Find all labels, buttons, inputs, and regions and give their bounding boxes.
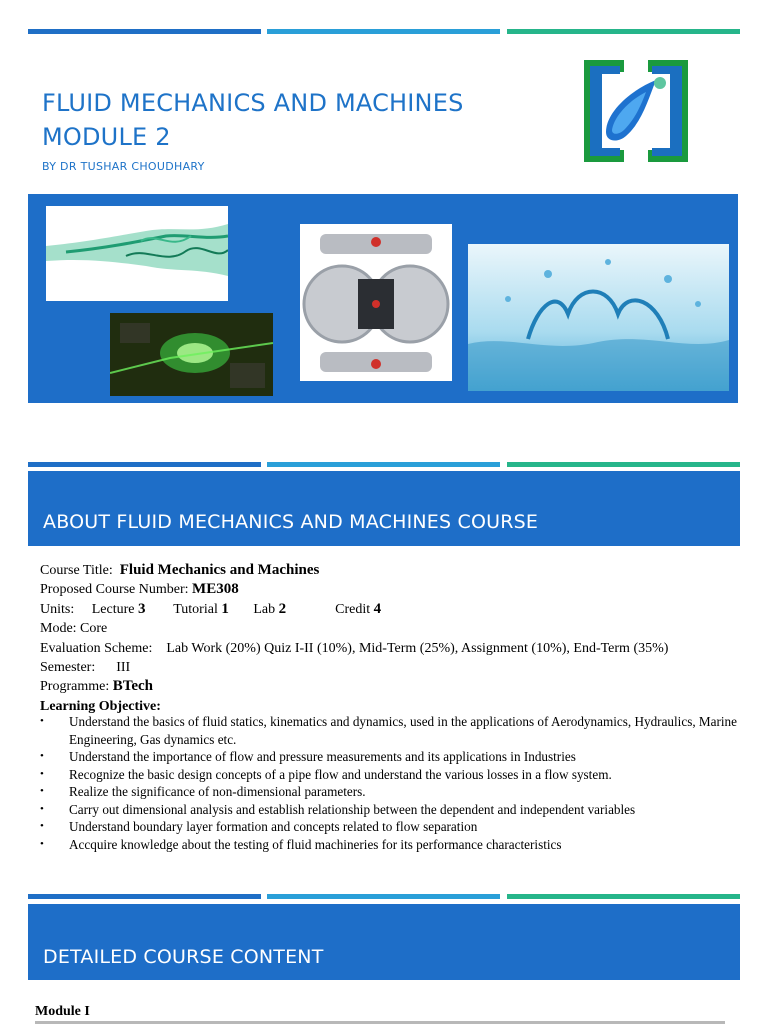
slide-title: [42, 86, 464, 154]
programme: BTech: [112, 678, 154, 695]
list-item: • Realize the significance of non-dimensional parameters.: [40, 783, 764, 801]
stripe-light-blue: [267, 29, 500, 34]
course-title: Fluid Mechanics and Machines: [119, 562, 320, 578]
title-line-2: MODULE 2: [42, 123, 171, 151]
stripe-green: [507, 894, 740, 899]
stripe-green: [507, 29, 740, 34]
list-item: • Understand boundary layer formation and concepts related to flow separation: [40, 818, 764, 836]
content-heading: DETAILED COURSE CONTENT: [43, 946, 324, 968]
author-byline: BY DR TUSHAR CHOUDHARY: [42, 160, 205, 173]
stripe-blue: [28, 462, 261, 467]
semester-row: Semester: III: [40, 660, 131, 676]
course-info: [40, 561, 764, 716]
lecture-units: 3: [137, 600, 146, 617]
content-heading-bar: [28, 904, 740, 980]
list-item: • Carry out dimensional analysis and establish relationship between the dependent and independent variables: [40, 801, 764, 819]
stripe-green: [507, 462, 740, 467]
stripe-blue: [28, 29, 261, 34]
smoke-flow-image: [46, 206, 228, 301]
module-heading: Module I: [35, 1004, 90, 1019]
diaphragm-pump-image: [300, 224, 452, 381]
credit-units: 4: [373, 600, 382, 617]
stripe-blue: [28, 894, 261, 899]
image-banner: [28, 194, 738, 403]
units-row: Units: Lecture 3 Tutorial 1 Lab 2 Credit 4: [40, 600, 382, 617]
objectives-list: [40, 713, 764, 853]
title-line-1: FLUID MECHANICS AND MACHINES: [42, 89, 464, 117]
water-splash-image: [468, 244, 729, 391]
list-item: • Accquire knowledge about the testing of fluid machineries for its performance characteristics: [40, 836, 764, 854]
laser-flow-image: [110, 313, 273, 396]
course-heading: ABOUT FLUID MECHANICS AND MACHINES COURSE: [43, 511, 539, 533]
list-item: • Understand the basics of fluid statics, kinematics and dynamics, used in the applications of Aerodynamics, Hydraulics, Marine Engineering, Gas dynamics etc.: [40, 713, 764, 748]
stripe-light-blue: [267, 462, 500, 467]
stripe-light-blue: [267, 894, 500, 899]
institute-logo: [576, 52, 696, 170]
lab-units: 2: [278, 600, 287, 617]
course-title-row: Course Title: Fluid Mechanics and Machines: [40, 562, 320, 578]
course-number-row: Proposed Course Number: ME308: [40, 581, 239, 598]
evaluation-row: Evaluation Scheme: Lab Work (20%) Quiz I-II (10%), Mid-Term (25%), Assignment (10%), End-Term (35%): [40, 640, 669, 656]
programme-row: Programme: BTech: [40, 678, 154, 695]
mode-row: Mode: Core: [40, 621, 108, 637]
learning-objective-title: Learning Objective:: [40, 698, 161, 714]
list-item: • Recognize the basic design concepts of a pipe flow and understand the various losses in a flow system.: [40, 766, 764, 784]
course-heading-bar: [28, 471, 740, 546]
course-number: ME308: [192, 581, 239, 598]
tutorial-units: 1: [221, 600, 229, 617]
list-item: • Understand the importance of flow and pressure measurements and its applications in Industries: [40, 748, 764, 766]
